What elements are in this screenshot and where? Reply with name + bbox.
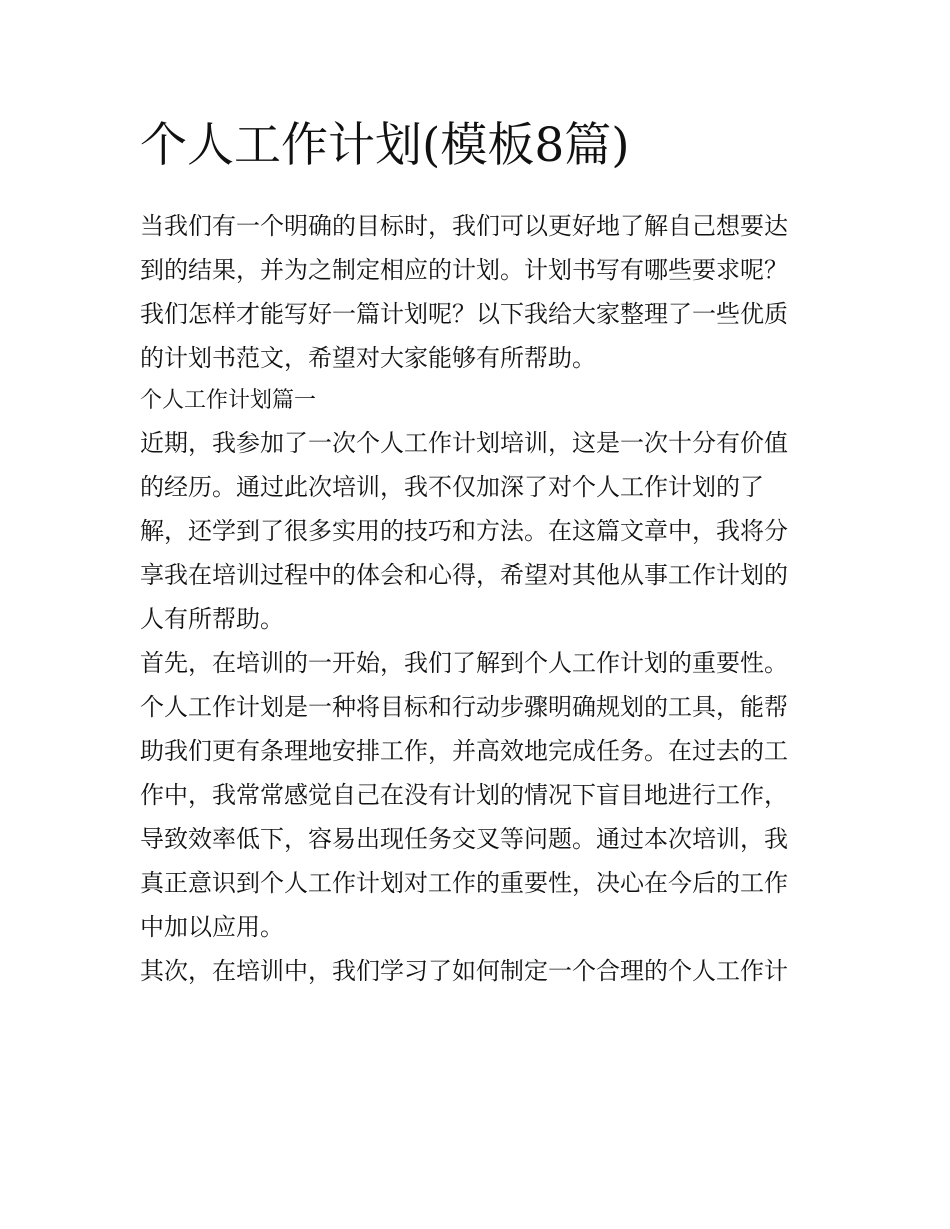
paragraph-line: 的经历。通过此次培训，我不仅加深了对个人工作计划的了: [140, 473, 764, 501]
paragraph-line: 真正意识到个人工作计划对工作的重要性，决心在今后的工作: [140, 869, 788, 897]
paragraph-line: 首先，在培训的一开始，我们了解到个人工作计划的重要性。: [140, 649, 788, 677]
paragraph-line: 解，还学到了很多实用的技巧和方法。在这篇文章中，我将分: [140, 517, 788, 545]
section-heading: 个人工作计划篇一: [140, 388, 317, 413]
paragraph-line: 近期，我参加了一次个人工作计划培训，这是一次十分有价值: [140, 429, 788, 457]
paragraph-line: 助我们更有条理地安排工作，并高效地完成任务。在过去的工: [140, 737, 788, 765]
paragraph-line: 作中，我常常感觉自己在没有计划的情况下盲目地进行工作，: [140, 781, 788, 809]
intro-line: 的计划书范文，希望对大家能够有所帮助。: [140, 344, 596, 372]
paragraph-line: 其次，在培训中，我们学习了如何制定一个合理的个人工作计: [140, 957, 788, 985]
paragraph-line: 中加以应用。: [140, 913, 284, 941]
document-body: [140, 204, 812, 993]
paragraph-line: 导致效率低下，容易出现任务交叉等问题。通过本次培训，我: [140, 825, 788, 853]
document-title: 个人工作计划(模板8篇): [140, 118, 630, 173]
intro-line: 我们怎样才能写好一篇计划呢？以下我给大家整理了一些优质: [140, 300, 788, 328]
intro-line: 到的结果，并为之制定相应的计划。计划书写有哪些要求呢？: [140, 256, 788, 284]
paragraph-line: 个人工作计划是一种将目标和行动步骤明确规划的工具，能帮: [140, 693, 788, 721]
intro-line: 当我们有一个明确的目标时，我们可以更好地了解自己想要达: [140, 212, 788, 240]
paragraph-line: 人有所帮助。: [140, 605, 284, 633]
paragraph-line: 享我在培训过程中的体会和心得，希望对其他从事工作计划的: [140, 561, 788, 589]
